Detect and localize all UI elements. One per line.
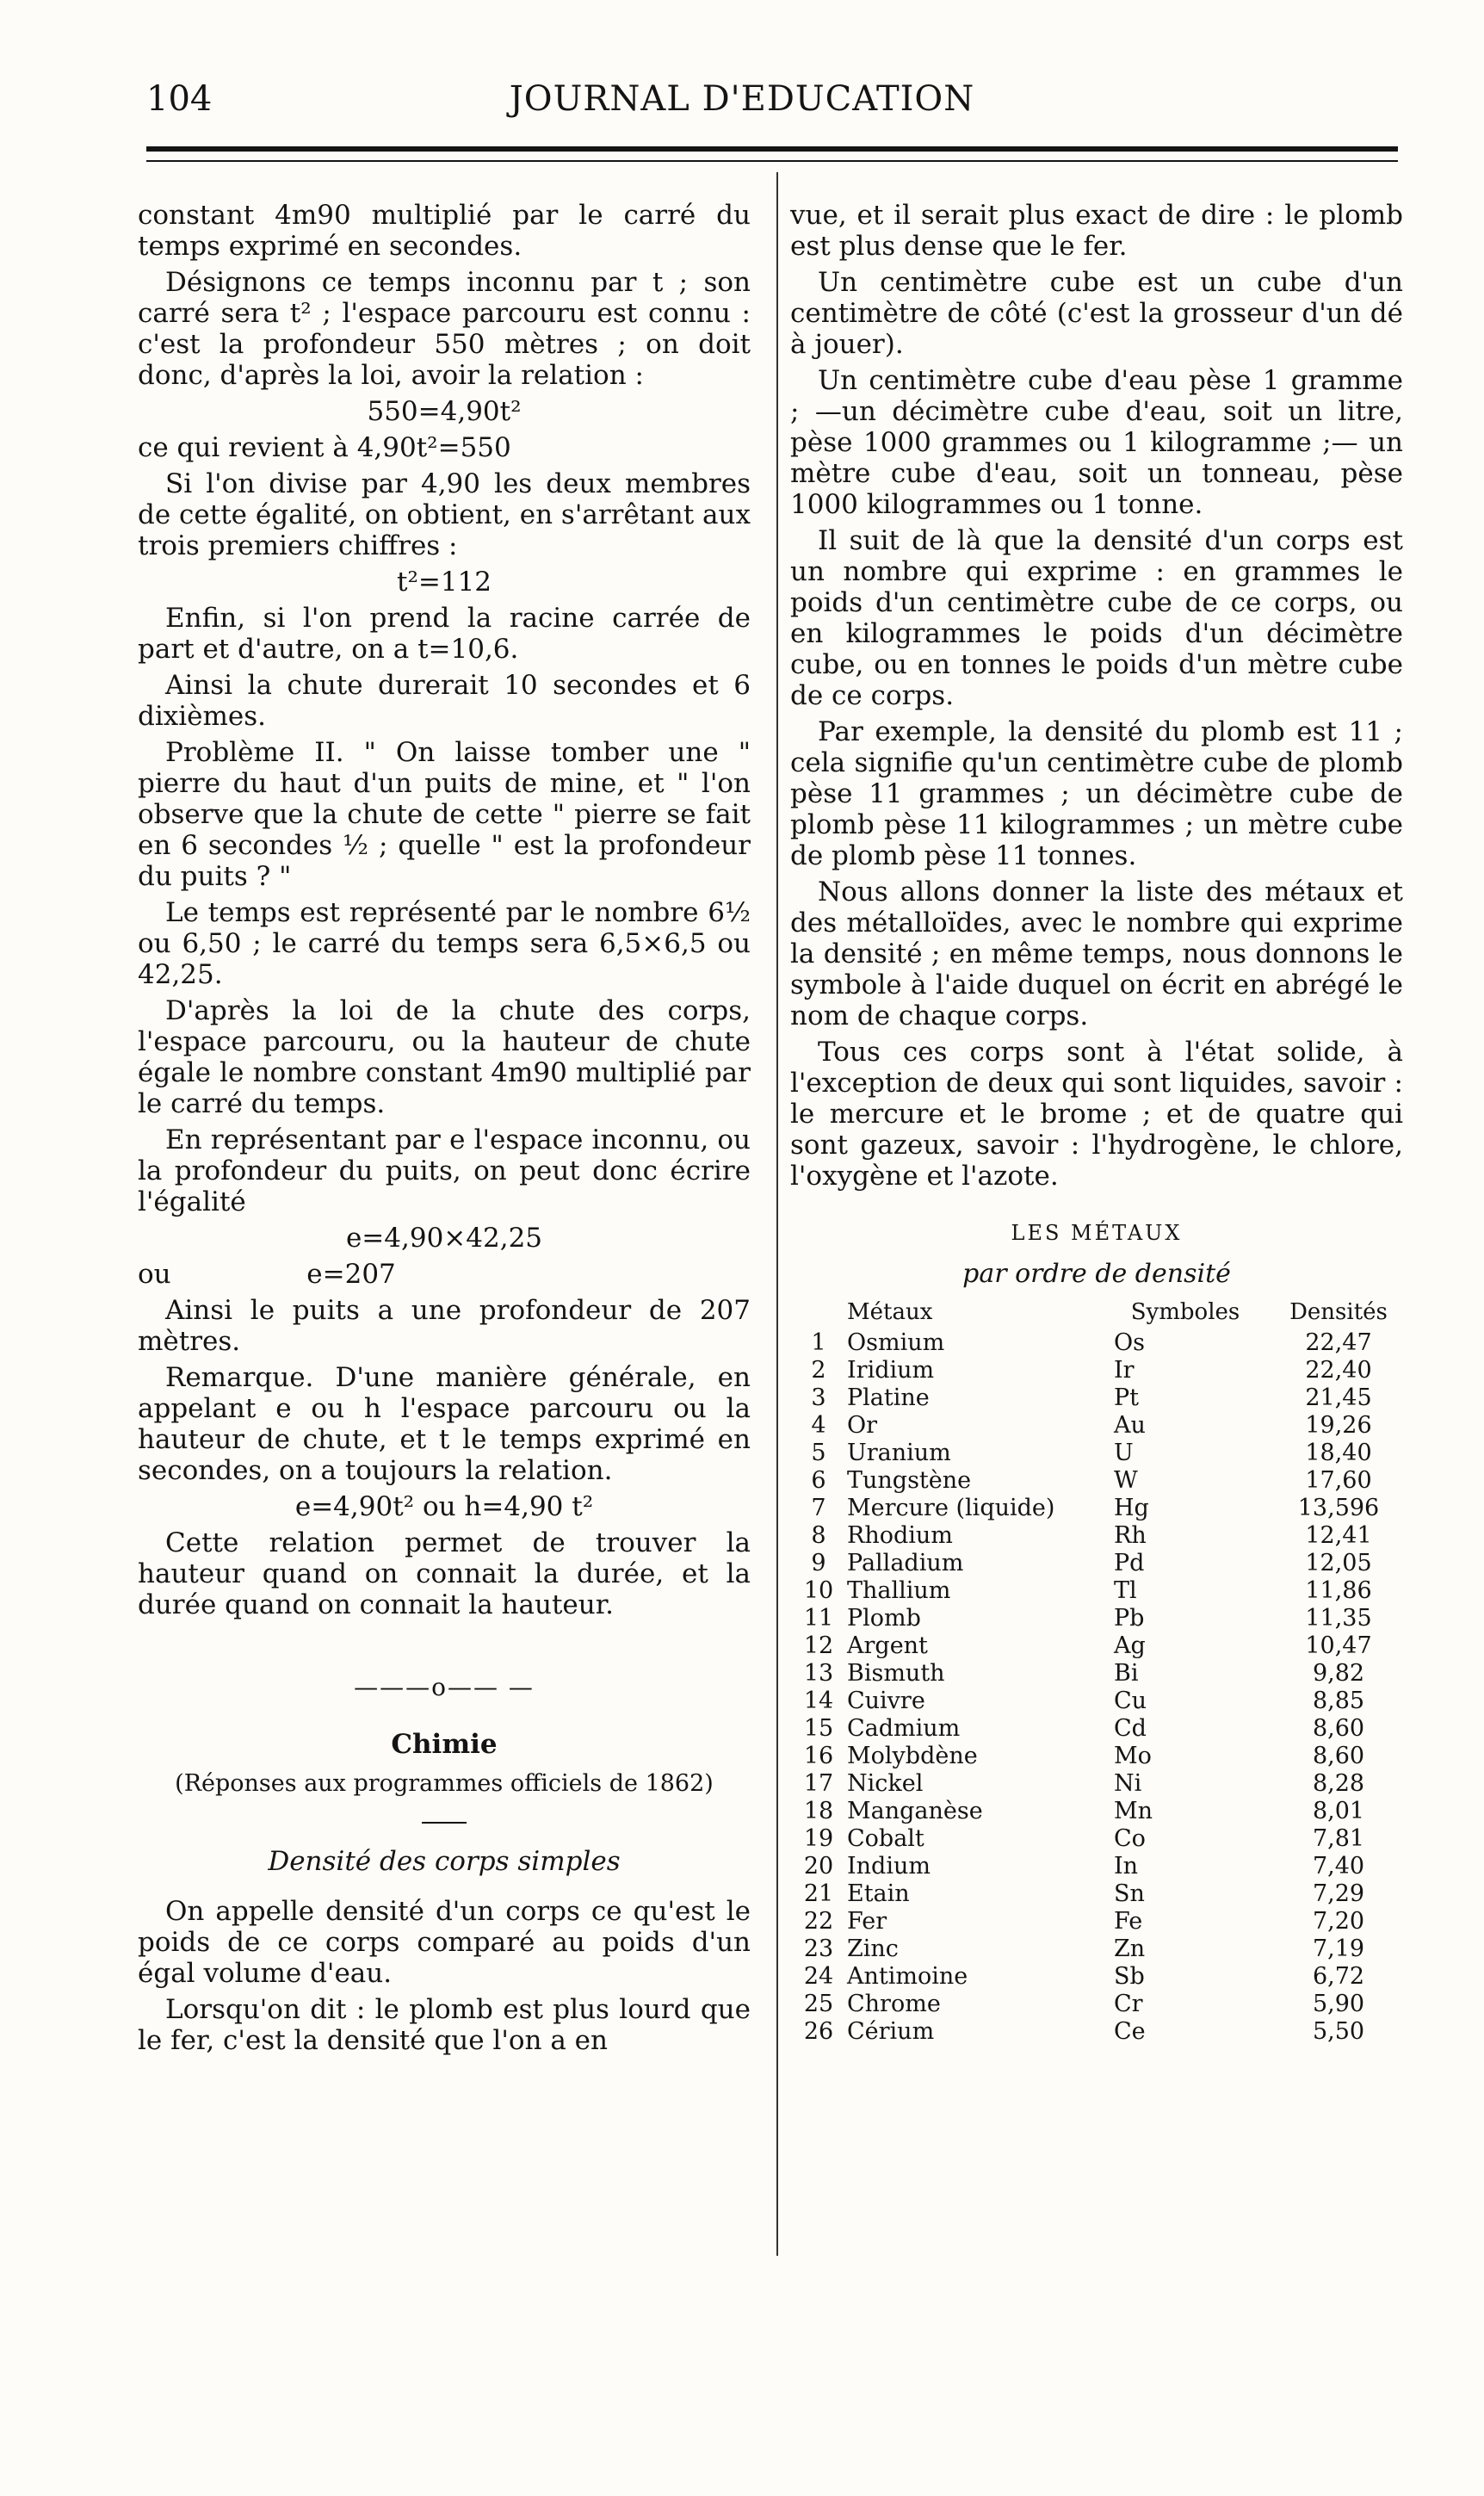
metal-name: Cuivre — [847, 1688, 925, 1714]
table-row — [790, 1467, 1403, 1495]
metal-name: Etain — [847, 1880, 910, 1907]
short-rule — [422, 1822, 467, 1824]
metal-number: 11 — [803, 1605, 834, 1632]
page-number: 104 — [146, 79, 213, 119]
metal-number: 24 — [803, 1963, 834, 1990]
metal-number: 1 — [811, 1329, 826, 1356]
paragraph: Nous allons donner la liste des métaux et des métalloïdes, avec le nombre qui exprime la densité ; en même temps, nous donnons le symbole à l'aide duquel on écrit en abrégé le nom de chaque corps. — [790, 876, 1403, 1031]
metals-subtitle: par ordre de densité — [962, 1259, 1231, 1289]
metal-density: 8,85 — [1312, 1688, 1365, 1714]
metals-title: LES MÉTAUX — [1011, 1221, 1183, 1245]
metal-number: 16 — [803, 1743, 834, 1769]
table-row — [790, 1384, 1403, 1412]
metal-number: 2 — [811, 1357, 826, 1384]
table-row — [790, 1743, 1403, 1770]
metal-name: Argent — [847, 1632, 928, 1659]
metal-symbol: Sn — [1114, 1880, 1145, 1907]
metal-name: Bismuth — [847, 1660, 945, 1687]
metal-number: 9 — [811, 1550, 826, 1576]
metal-symbol: In — [1114, 1853, 1139, 1880]
metal-density: 18,40 — [1305, 1440, 1372, 1466]
metal-density: 11,86 — [1305, 1577, 1372, 1604]
remark: Remarque. D'une manière générale, en appelant e ou h l'espace parcouru ou la hauteur de chute, et t le temps exprimé en secondes, on a toujours la relation. — [138, 1362, 751, 1486]
metal-density: 17,60 — [1305, 1467, 1372, 1494]
table-row — [790, 1605, 1403, 1632]
metal-number: 19 — [803, 1825, 834, 1852]
metal-density: 10,47 — [1305, 1632, 1372, 1659]
metal-density: 5,50 — [1312, 2018, 1365, 2045]
table-row — [790, 1688, 1403, 1715]
section-subtitle: (Réponses aux programmes officiels de 1862) — [175, 1770, 714, 1797]
metal-symbol: Co — [1114, 1825, 1146, 1852]
metal-symbol: W — [1114, 1467, 1138, 1494]
metal-name: Fer — [847, 1908, 887, 1935]
metal-number: 5 — [811, 1440, 826, 1466]
table-header-row — [790, 1298, 1403, 1329]
metal-density: 6,72 — [1312, 1963, 1365, 1990]
metal-symbol: Mn — [1114, 1798, 1153, 1824]
table-row — [790, 1632, 1403, 1660]
table-row — [790, 1798, 1403, 1825]
table-row — [790, 1412, 1403, 1440]
metal-density: 21,45 — [1305, 1384, 1372, 1411]
metal-number: 26 — [803, 2018, 834, 2045]
metal-name: Thallium — [847, 1577, 951, 1604]
section-separator: ———o—— — — [354, 1673, 535, 1701]
metal-name: Uranium — [847, 1440, 951, 1466]
metal-name: Molybdène — [847, 1743, 978, 1769]
problem-statement: Problème II. " On laisse tomber une " pierre du haut d'un puits de mine, et " l'on observe que la chute de cette " pierre se fait en 6 secondes ½ ; quelle " est la profondeur du puits ? " — [138, 737, 751, 892]
header-rule-thick — [146, 146, 1398, 152]
table-row — [790, 1550, 1403, 1577]
paragraph: constant 4m90 multiplié par le carré du temps exprimé en secondes. — [138, 200, 751, 262]
formula: 550=4,90t² — [367, 396, 522, 427]
section-title: Chimie — [391, 1729, 498, 1760]
paragraph: Si l'on divise par 4,90 les deux membres de cette égalité, on obtient, en s'arrêtant aux trois premiers chiffres : — [138, 468, 751, 561]
metal-number: 6 — [811, 1467, 826, 1494]
metal-symbol: Bi — [1114, 1660, 1139, 1687]
metal-symbol: Fe — [1114, 1908, 1143, 1935]
metal-density: 11,35 — [1305, 1605, 1372, 1632]
metal-name: Palladium — [847, 1550, 964, 1576]
table-row — [790, 1880, 1403, 1908]
table-row — [790, 1495, 1403, 1522]
metal-symbol: Rh — [1114, 1522, 1147, 1549]
metal-name: Tungstène — [847, 1467, 972, 1494]
table-row — [790, 1853, 1403, 1880]
header-rule-thin — [146, 160, 1398, 162]
metal-number: 14 — [803, 1688, 834, 1714]
left-column — [138, 200, 751, 2061]
metal-number: 13 — [803, 1660, 834, 1687]
metal-symbol: Os — [1114, 1329, 1145, 1356]
metal-density: 9,82 — [1312, 1660, 1365, 1687]
metal-number: 7 — [811, 1495, 826, 1521]
metal-symbol: Tl — [1114, 1577, 1137, 1604]
table-row — [790, 1825, 1403, 1853]
paragraph: On appelle densité d'un corps ce qu'est le poids de ce corps comparé au poids d'un égal volume d'eau. — [138, 1896, 751, 1989]
metal-symbol: Pb — [1114, 1605, 1145, 1632]
metal-density: 13,596 — [1297, 1495, 1380, 1521]
metal-name: Iridium — [847, 1357, 935, 1384]
table-row — [790, 1440, 1403, 1467]
metal-number: 20 — [803, 1853, 834, 1880]
metal-density: 12,41 — [1305, 1522, 1372, 1549]
metal-name: Indium — [847, 1853, 931, 1880]
metal-name: Cobalt — [847, 1825, 924, 1852]
table-row — [790, 1908, 1403, 1935]
metal-density: 22,40 — [1305, 1357, 1372, 1384]
metal-density: 7,81 — [1312, 1825, 1365, 1852]
metal-name: Mercure (liquide) — [847, 1495, 1055, 1521]
paragraph: Désignons ce temps inconnu par t ; son carré sera t² ; l'espace parcouru est connu : c'est la profondeur 550 mètres ; on doit donc, d'après la loi, avoir la relation : — [138, 267, 751, 391]
metal-name: Nickel — [847, 1770, 924, 1797]
metal-density: 7,40 — [1312, 1853, 1365, 1880]
table-row — [790, 1522, 1403, 1550]
table-row — [790, 1991, 1403, 2018]
metal-density: 8,60 — [1312, 1715, 1365, 1742]
paragraph: Un centimètre cube est un cube d'un centimètre de côté (c'est la grosseur d'un dé à jouer). — [790, 267, 1403, 360]
metal-number: 17 — [803, 1770, 834, 1797]
table-row — [790, 1770, 1403, 1798]
metal-density: 22,47 — [1305, 1329, 1372, 1356]
metal-name: Cadmium — [847, 1715, 961, 1742]
paragraph: ce qui revient à 4,90t²=550 — [138, 432, 511, 463]
paragraph: Par exemple, la densité du plomb est 11 ; cela signifie qu'un centimètre cube de plomb pèse 11 grammes ; un décimètre cube de plomb pèse 11 kilogrammes ; un mètre cube de plomb pèse 11 tonnes. — [790, 716, 1403, 871]
metal-symbol: Pd — [1114, 1550, 1145, 1576]
paragraph: Il suit de là que la densité d'un corps est un nombre qui exprime : en grammes le poids d'un centimètre cube de ce corps, ou en kilogrammes le poids d'un décimètre cube, ou en tonnes le poids d'un mètre cube de ce corps. — [790, 525, 1403, 711]
formula: e=4,90t² ou h=4,90 t² — [294, 1491, 594, 1522]
table-row — [790, 1329, 1403, 1357]
column-divider — [776, 172, 778, 2256]
running-head: JOURNAL D'EDUCATION — [509, 79, 975, 119]
formula: ou e=207 — [138, 1259, 396, 1290]
metal-symbol: Cu — [1114, 1688, 1147, 1714]
metal-symbol: Ir — [1114, 1357, 1135, 1384]
table-row — [790, 1660, 1403, 1688]
metal-name: Manganèse — [847, 1798, 983, 1824]
metal-symbol: Au — [1114, 1412, 1146, 1439]
paragraph: Ainsi le puits a une profondeur de 207 mètres. — [138, 1295, 751, 1357]
metal-number: 3 — [811, 1384, 826, 1411]
metal-name: Platine — [847, 1384, 930, 1411]
metal-number: 21 — [803, 1880, 834, 1907]
metal-symbol: Zn — [1114, 1935, 1146, 1962]
metal-number: 10 — [803, 1577, 834, 1604]
paragraph: En représentant par e l'espace inconnu, ou la profondeur du puits, on peut donc écrire l'égalité — [138, 1124, 751, 1217]
metal-density: 7,20 — [1312, 1908, 1365, 1935]
paragraph: Ainsi la chute durerait 10 secondes et 6 dixièmes. — [138, 670, 751, 732]
header-symbol: Symboles — [1130, 1299, 1240, 1325]
metal-density: 7,29 — [1312, 1880, 1365, 1907]
metal-number: 23 — [803, 1935, 834, 1962]
metal-name: Antimoine — [847, 1963, 968, 1990]
metal-symbol: Sb — [1114, 1963, 1145, 1990]
table-row — [790, 1357, 1403, 1384]
header-density: Densités — [1289, 1299, 1388, 1325]
paragraph: Un centimètre cube d'eau pèse 1 gramme ; —un décimètre cube d'eau, soit un litre, pèse 1000 grammes ou 1 kilogramme ;— un mètre cube d'eau, soit un tonneau, pèse 1000 kilogrammes ou 1 tonne. — [790, 365, 1403, 520]
formula: e=4,90×42,25 — [345, 1223, 543, 1254]
paragraph: Cette relation permet de trouver la hauteur quand on connait la durée, et la durée quand on connait la hauteur. — [138, 1527, 751, 1620]
metal-symbol: Pt — [1114, 1384, 1140, 1411]
metal-density: 12,05 — [1305, 1550, 1372, 1576]
paragraph: Tous ces corps sont à l'état solide, à l'exception de deux qui sont liquides, savoir : le mercure et le brome ; et de quatre qui sont gazeux, savoir : l'hydrogène, le chlore, l'oxygène et l'azote. — [790, 1037, 1403, 1192]
table-row — [790, 1963, 1403, 1991]
metal-symbol: Ce — [1114, 2018, 1146, 2045]
header-name: Métaux — [847, 1299, 933, 1325]
metal-symbol: Cd — [1114, 1715, 1147, 1742]
metal-symbol: Hg — [1114, 1495, 1149, 1521]
metal-name: Plomb — [847, 1605, 921, 1632]
metal-name: Chrome — [847, 1991, 941, 2017]
metal-density: 19,26 — [1305, 1412, 1372, 1439]
paragraph: Le temps est représenté par le nombre 6½ ou 6,50 ; le carré du temps sera 6,5×6,5 ou 42,25. — [138, 897, 751, 990]
paragraph: Lorsqu'on dit : le plomb est plus lourd que le fer, c'est la densité que l'on a en — [138, 1994, 751, 2056]
metal-density: 8,01 — [1312, 1798, 1365, 1824]
metal-density: 8,60 — [1312, 1743, 1365, 1769]
paragraph: Enfin, si l'on prend la racine carrée de part et d'autre, on a t=10,6. — [138, 603, 751, 665]
paragraph: D'après la loi de la chute des corps, l'espace parcouru, ou la hauteur de chute égale le nombre constant 4m90 multiplié par le carré du temps. — [138, 995, 751, 1119]
metal-name: Osmium — [847, 1329, 945, 1356]
metal-symbol: Cr — [1114, 1991, 1143, 2017]
right-column — [790, 200, 1403, 2046]
metals-table — [790, 1298, 1403, 2046]
table-row — [790, 1715, 1403, 1743]
metal-symbol: Ni — [1114, 1770, 1142, 1797]
metal-name: Zinc — [847, 1935, 899, 1962]
formula: t²=112 — [396, 567, 492, 598]
metal-symbol: Mo — [1114, 1743, 1152, 1769]
table-row — [790, 1935, 1403, 1963]
table-row — [790, 1577, 1403, 1605]
metal-number: 25 — [803, 1991, 834, 2017]
metal-name: Or — [847, 1412, 878, 1439]
metal-name: Rhodium — [847, 1522, 953, 1549]
metal-number: 18 — [803, 1798, 834, 1824]
metal-number: 8 — [811, 1522, 826, 1549]
metal-symbol: U — [1114, 1440, 1134, 1466]
metal-name: Cérium — [847, 2018, 935, 2045]
metal-number: 15 — [803, 1715, 834, 1742]
metal-density: 5,90 — [1312, 1991, 1365, 2017]
metal-number: 12 — [803, 1632, 834, 1659]
table-row — [790, 2018, 1403, 2046]
metal-density: 7,19 — [1312, 1935, 1365, 1962]
subsection-title: Densité des corps simples — [268, 1846, 621, 1877]
metal-density: 8,28 — [1312, 1770, 1365, 1797]
metal-symbol: Ag — [1114, 1632, 1146, 1659]
metal-number: 4 — [811, 1412, 826, 1439]
metal-number: 22 — [803, 1908, 834, 1935]
paragraph: vue, et il serait plus exact de dire : le plomb est plus dense que le fer. — [790, 200, 1403, 262]
